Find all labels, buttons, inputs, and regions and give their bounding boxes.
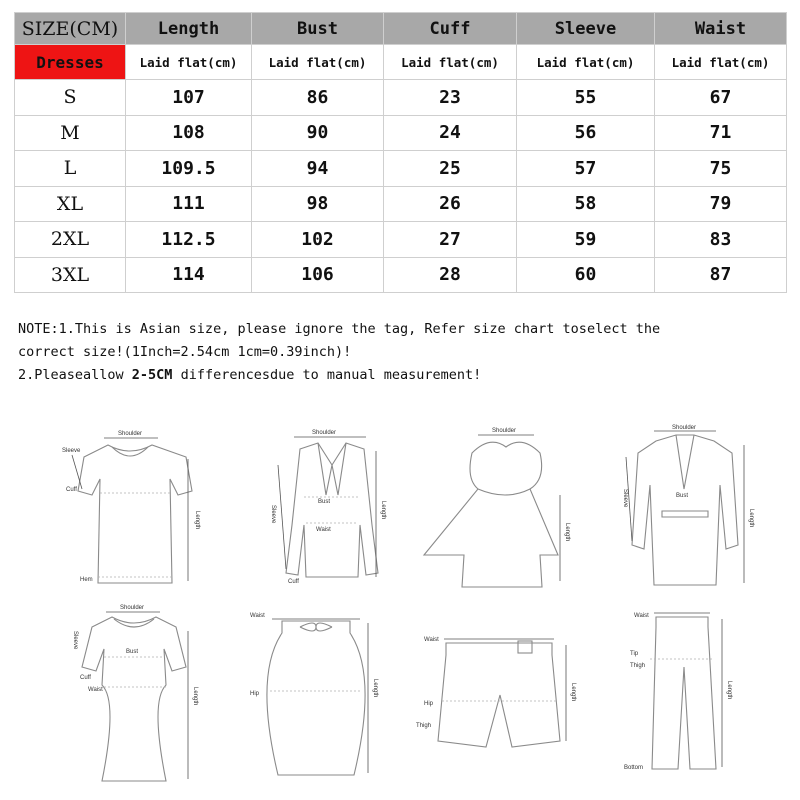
cuff-cell: 28 — [384, 257, 517, 293]
pants-diagram — [624, 613, 732, 771]
size-chart-table — [14, 12, 787, 293]
length-cell: 108 — [126, 115, 252, 151]
tshirt-hem-label: Hem — [80, 577, 93, 583]
header-cuff: Cuff — [384, 13, 517, 45]
header-sleeve: Sleeve — [517, 13, 655, 45]
table-subheader-row — [15, 45, 787, 80]
length-cell: 109.5 — [126, 151, 252, 187]
tshirt-length-label: Length — [194, 511, 200, 530]
sleeve-cell: 59 — [517, 222, 655, 258]
table-row — [15, 257, 787, 293]
blazer-length-label: Length — [380, 501, 386, 520]
sleeve-cell: 55 — [517, 80, 655, 116]
skirt-waist-label: Waist — [250, 613, 265, 619]
waist-cell: 75 — [655, 151, 787, 187]
dress-waist-label: Waist — [88, 687, 103, 693]
dress-length-label: Length — [192, 687, 198, 706]
cuff-cell: 26 — [384, 186, 517, 222]
shorts-length-label: Length — [570, 683, 576, 702]
tshirt-diagram — [62, 431, 200, 583]
pants-thigh-label: Thigh — [630, 663, 646, 669]
skirt-hip-label: Hip — [250, 691, 260, 697]
bust-cell: 94 — [252, 151, 384, 187]
tshirt-cuff-label: Cuff — [66, 487, 77, 493]
sleeve-cell: 60 — [517, 257, 655, 293]
size-cell: M — [15, 115, 126, 151]
pants-tip-label: Tip — [630, 651, 639, 657]
skirt-diagram — [250, 613, 378, 775]
blazer-sleeve-label: Sleeve — [270, 505, 276, 524]
header-bust: Bust — [252, 13, 384, 45]
sub-label: Laid flat(cm) — [252, 45, 384, 80]
length-cell: 111 — [126, 186, 252, 222]
dress-cuff-label: Cuff — [80, 675, 91, 681]
blazer-bust-label: Bust — [318, 499, 331, 505]
category-label: Dresses — [15, 45, 126, 80]
size-cell: S — [15, 80, 126, 116]
waist-cell: 79 — [655, 186, 787, 222]
coat-length-label: Length — [564, 523, 570, 542]
header-waist: Waist — [655, 13, 787, 45]
shorts-diagram — [416, 637, 576, 747]
skirt-length-label: Length — [372, 679, 378, 698]
bust-cell: 98 — [252, 186, 384, 222]
dress-sleeve-label: Sleeve — [72, 631, 78, 650]
note-tolerance: 2-5CM — [131, 367, 173, 383]
note-line-1: NOTE:1.This is Asian size, please ignore the tag, Refer size chart toselect the — [18, 321, 661, 337]
table-row — [15, 222, 787, 258]
sub-label: Laid flat(cm) — [655, 45, 787, 80]
table-row — [15, 151, 787, 187]
blazer-cuff-label: Cuff — [288, 579, 299, 585]
sleeve-cell: 57 — [517, 151, 655, 187]
coat-diagram — [424, 428, 570, 587]
dress-bust-label: Bust — [126, 649, 139, 655]
length-cell: 114 — [126, 257, 252, 293]
table-row — [15, 80, 787, 116]
bust-cell: 90 — [252, 115, 384, 151]
shorts-thigh-label: Thigh — [416, 723, 432, 729]
cuff-cell: 27 — [384, 222, 517, 258]
size-cell: XL — [15, 186, 126, 222]
cuff-cell: 24 — [384, 115, 517, 151]
shorts-waist-label: Waist — [424, 637, 439, 643]
note-line-3-suffix: differencesdue to manual measurement! — [172, 367, 482, 383]
waist-cell: 67 — [655, 80, 787, 116]
size-cell: 3XL — [15, 257, 126, 293]
waist-cell: 83 — [655, 222, 787, 258]
waist-cell: 71 — [655, 115, 787, 151]
bust-cell: 106 — [252, 257, 384, 293]
table-header-row — [15, 13, 787, 45]
sub-label: Laid flat(cm) — [384, 45, 517, 80]
length-cell: 112.5 — [126, 222, 252, 258]
bust-cell: 86 — [252, 80, 384, 116]
bust-cell: 102 — [252, 222, 384, 258]
pants-waist-label: Waist — [634, 613, 649, 619]
measurement-diagrams — [0, 405, 800, 800]
sleeve-cell: 56 — [517, 115, 655, 151]
blazer-waist-label: Waist — [316, 527, 331, 533]
cuff-cell: 25 — [384, 151, 517, 187]
shorts-hip-label: Hip — [424, 701, 434, 707]
note-line-2: correct size!(1Inch=2.54cm 1cm=0.39inch)! — [18, 344, 352, 360]
size-note — [18, 318, 788, 387]
size-cell: 2XL — [15, 222, 126, 258]
size-cell: L — [15, 151, 126, 187]
table-row — [15, 186, 787, 222]
header-length: Length — [126, 13, 252, 45]
dress-diagram — [72, 605, 198, 781]
length-cell: 107 — [126, 80, 252, 116]
trench-shoulder-label: Shoulder — [672, 425, 697, 431]
sub-label: Laid flat(cm) — [126, 45, 252, 80]
note-line-3-prefix: 2.Pleaseallow — [18, 367, 132, 383]
sleeve-cell: 58 — [517, 186, 655, 222]
note-line-3 — [18, 364, 788, 387]
pants-bottom-label: Bottom — [624, 765, 644, 771]
sub-label: Laid flat(cm) — [517, 45, 655, 80]
trench-length-label: Length — [748, 509, 754, 528]
blazer-diagram — [270, 430, 386, 585]
trench-bust-label: Bust — [676, 493, 689, 499]
tshirt-sleeve-label: Sleeve — [62, 448, 81, 454]
table-row — [15, 115, 787, 151]
coat-shoulder-label: Shoulder — [492, 428, 517, 434]
trench-sleeve-label: Sleeve — [622, 489, 628, 508]
pants-length-label: Length — [726, 681, 732, 700]
trench-diagram — [622, 425, 754, 585]
size-chart-table-container — [14, 12, 786, 293]
header-size: SIZE(CM) — [15, 13, 126, 45]
waist-cell: 87 — [655, 257, 787, 293]
tshirt-shoulder-label: Shoulder — [118, 431, 143, 437]
blazer-shoulder-label: Shoulder — [312, 430, 337, 436]
cuff-cell: 23 — [384, 80, 517, 116]
dress-shoulder-label: Shoulder — [120, 605, 145, 611]
